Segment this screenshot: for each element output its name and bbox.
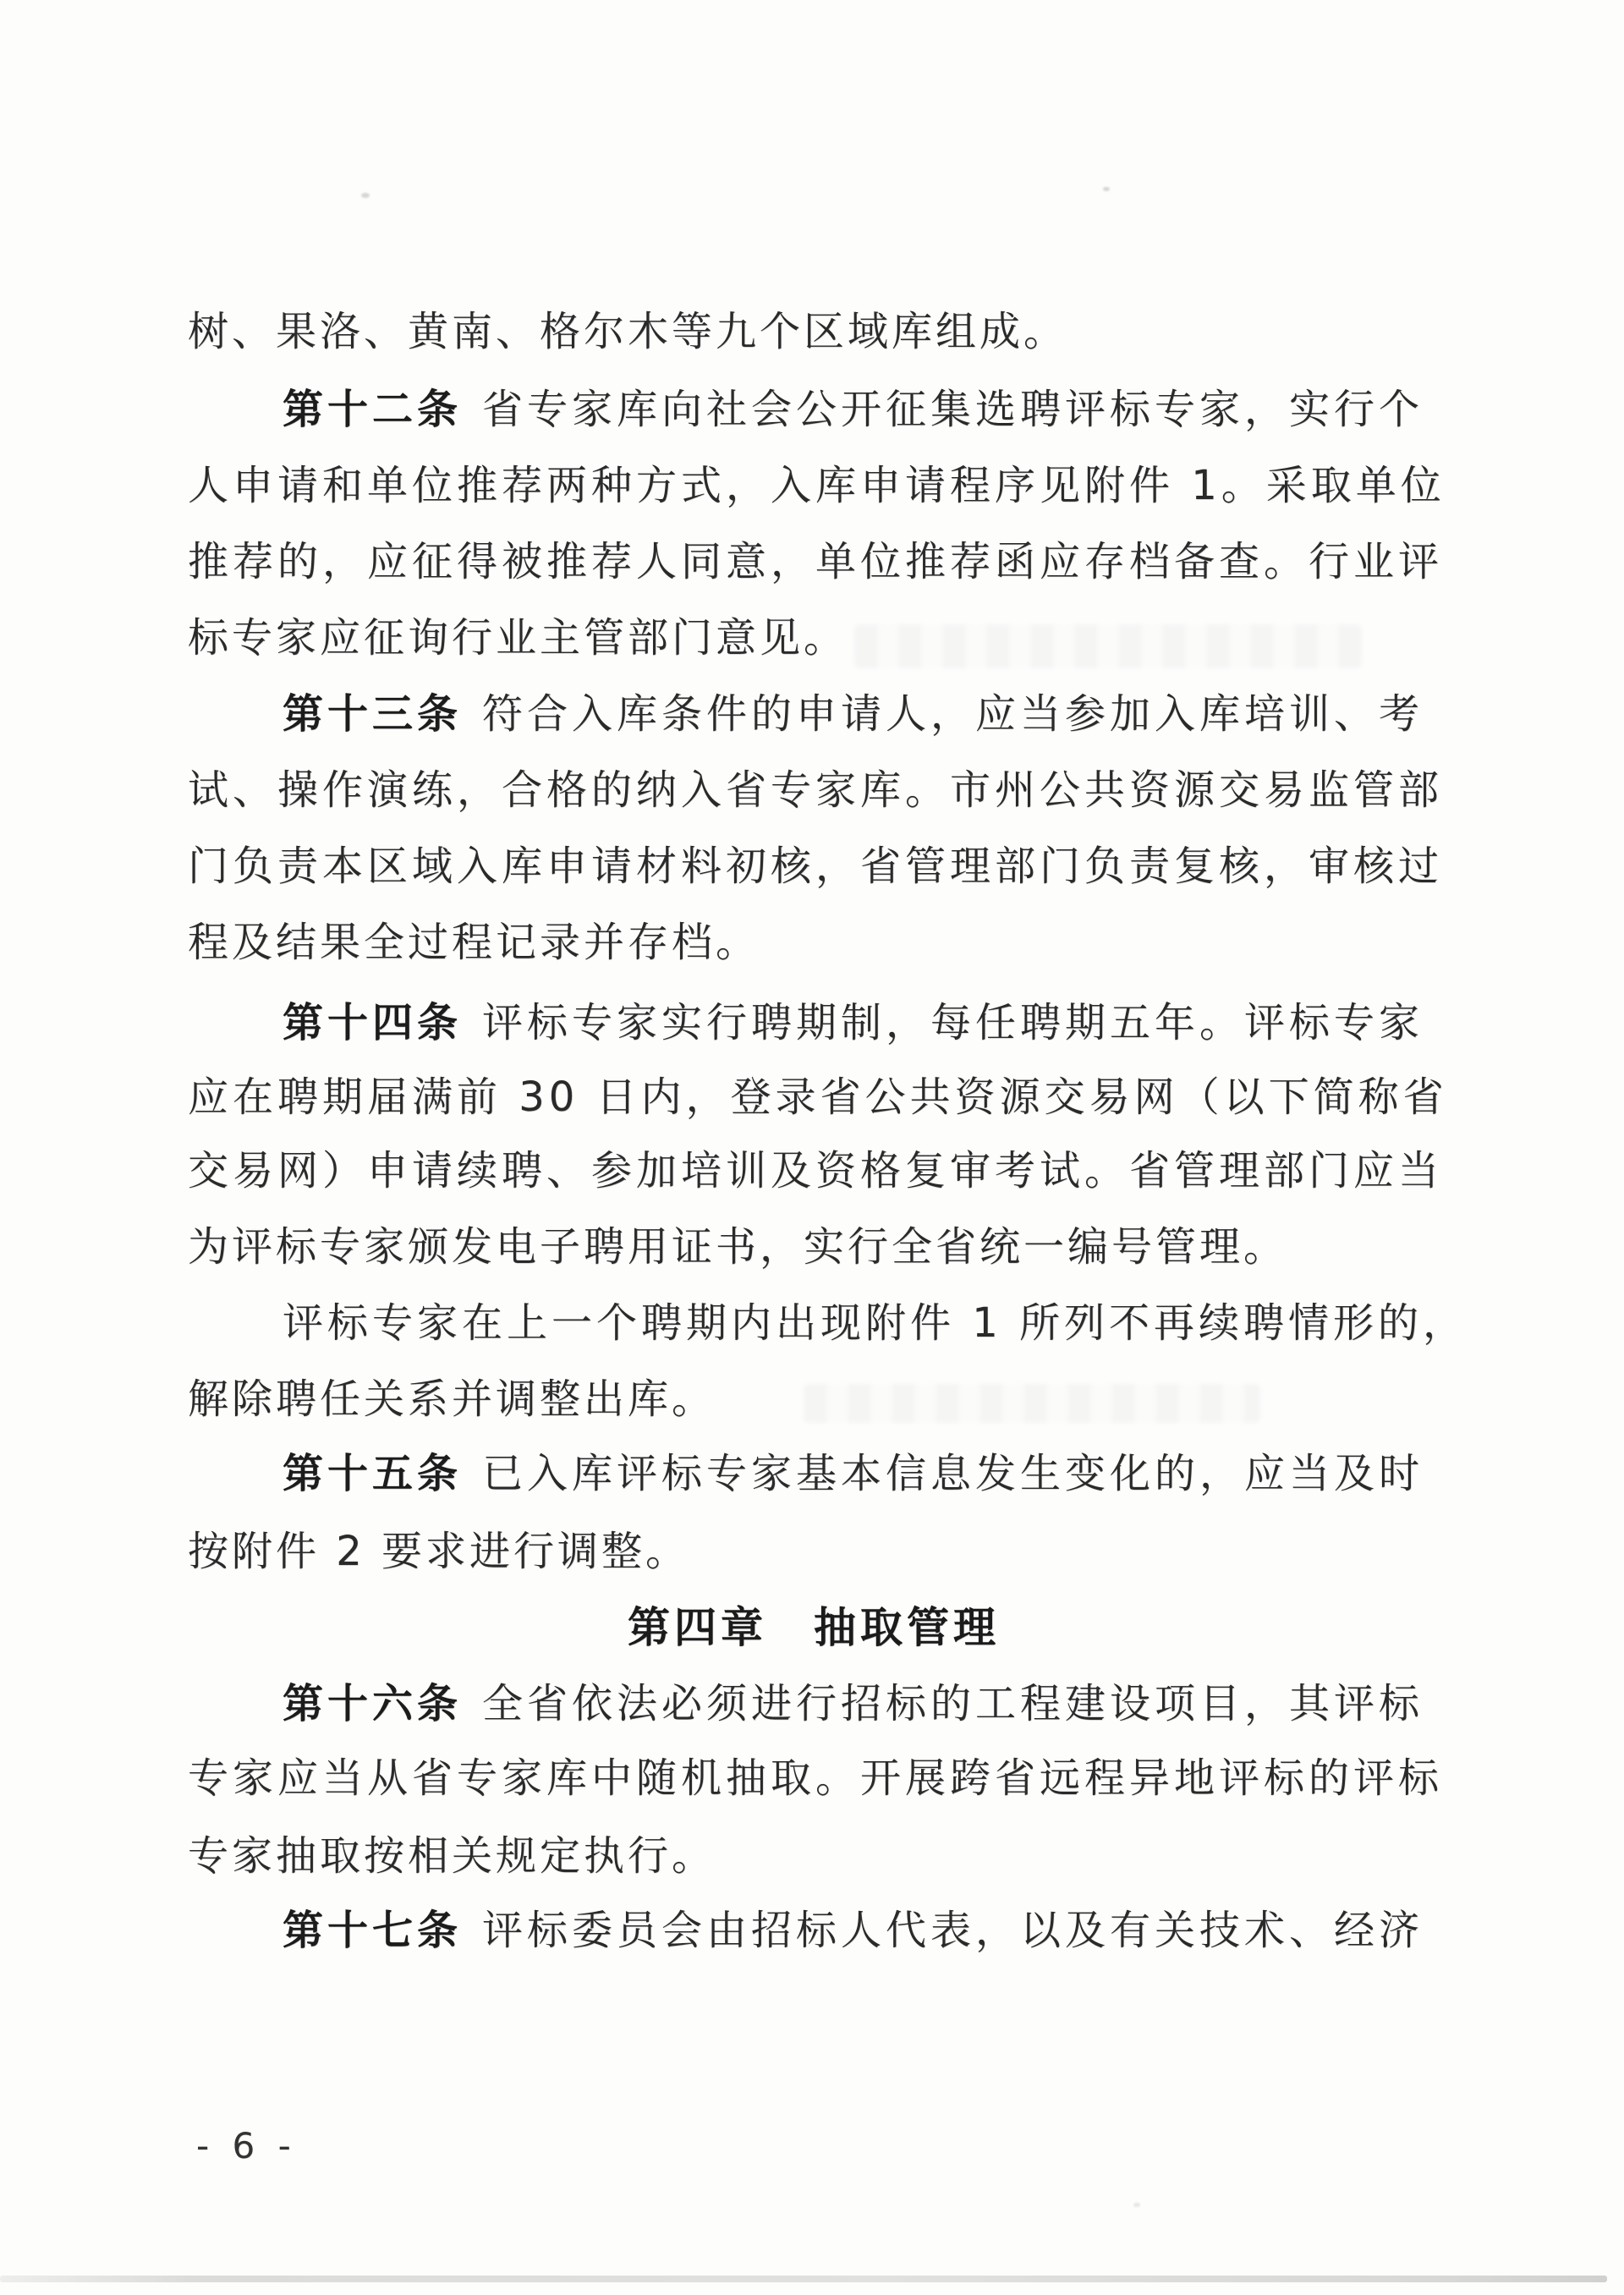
line-text: 标专家应征询行业主管部门意见。: [188, 614, 848, 662]
line-text: 应在聘期届满前 30 日内，登录省公共资源交易网（以下简称省: [188, 1073, 1448, 1121]
line-text: 推荐的，应征得被推荐人同意，单位推荐函应存档备查。行业评: [188, 538, 1444, 585]
article-number: 第十七条: [283, 1907, 463, 1954]
line-text: 试、操作演练，合格的纳入省专家库。市州公共资源交易监管部: [188, 766, 1444, 814]
line-text: 已入库评标专家基本信息发生变化的，应当及时: [482, 1450, 1424, 1497]
article-number: 第十六条: [283, 1680, 463, 1727]
line-text: 全省依法必须进行招标的工程建设项目，其评标: [482, 1680, 1424, 1727]
chapter-heading-text: 第四章 抽取管理: [628, 1603, 1000, 1652]
line-text: 人申请和单位推荐两种方式，入库申请程序见附件 1。采取单位: [188, 462, 1446, 509]
line-text: 符合入库条件的申请人，应当参加入库培训、考: [482, 690, 1424, 738]
line-text: 程及结果全过程记录并存档。: [188, 919, 760, 966]
line-text: 省专家库向社会公开征集选聘评标专家，实行个: [482, 386, 1424, 433]
line-text: 专家抽取按相关规定执行。: [188, 1832, 716, 1880]
document-line: [188, 461, 1446, 510]
line-text: 按附件 2 要求进行调整。: [188, 1528, 690, 1575]
line-text: 评标委员会由招标人代表，以及有关技术、经济: [482, 1907, 1424, 1954]
line-text: 交易网）申请续聘、参加培训及资格复审考试。省管理部门应当: [188, 1147, 1444, 1194]
document-line: [188, 1449, 1534, 1498]
article-number: 第十三条: [283, 690, 463, 738]
scan-smudge: [854, 624, 1362, 668]
line-text: 专家应当从省专家库中随机抽取。开展跨省远程异地评标的评标: [188, 1754, 1444, 1802]
document-line: [188, 1222, 1440, 1271]
article-number: 第十五条: [283, 1450, 463, 1497]
scan-edge-shadow: [0, 2276, 1607, 2282]
document-line: [188, 1906, 1534, 1955]
line-text: 评标专家在上一个聘期内出现附件 1 所列不再续聘情形的，: [283, 1299, 1468, 1347]
document-line: [188, 1298, 1534, 1348]
document-line: [188, 1527, 1440, 1576]
document-line: [188, 1754, 1444, 1803]
scan-speck: [1133, 2203, 1140, 2207]
line-text: 评标专家实行聘期制，每任聘期五年。评标专家: [482, 999, 1424, 1046]
document-line: [188, 1073, 1448, 1122]
article-number: 第十四条: [283, 999, 463, 1046]
document-line: [188, 842, 1444, 891]
document-line: [188, 1831, 1440, 1880]
document-line: [188, 998, 1534, 1047]
line-text: 解除聘任关系并调整出库。: [188, 1375, 716, 1423]
document-line: [188, 1146, 1444, 1195]
document-line: [188, 385, 1534, 434]
line-text: 门负责本区域入库申请材料初核，省管理部门负责复核，审核过: [188, 843, 1444, 890]
document-line: [188, 689, 1534, 738]
document-line: [188, 766, 1444, 815]
article-number: 第十二条: [283, 386, 463, 433]
scan-speck: [1103, 187, 1110, 191]
scan-smudge: [804, 1384, 1260, 1423]
line-text: 树、果洛、黄南、格尔木等九个区域库组成。: [188, 308, 1068, 355]
document-line: [188, 307, 1440, 356]
document-line: [188, 1679, 1534, 1728]
line-text: 为评标专家颁发电子聘用证书，实行全省统一编号管理。: [188, 1223, 1288, 1271]
scan-speck: [361, 193, 370, 198]
chapter-heading: [188, 1603, 1440, 1652]
document-line: [188, 918, 1440, 967]
document-line: [188, 537, 1444, 586]
page-number: - 6 -: [196, 2125, 297, 2166]
